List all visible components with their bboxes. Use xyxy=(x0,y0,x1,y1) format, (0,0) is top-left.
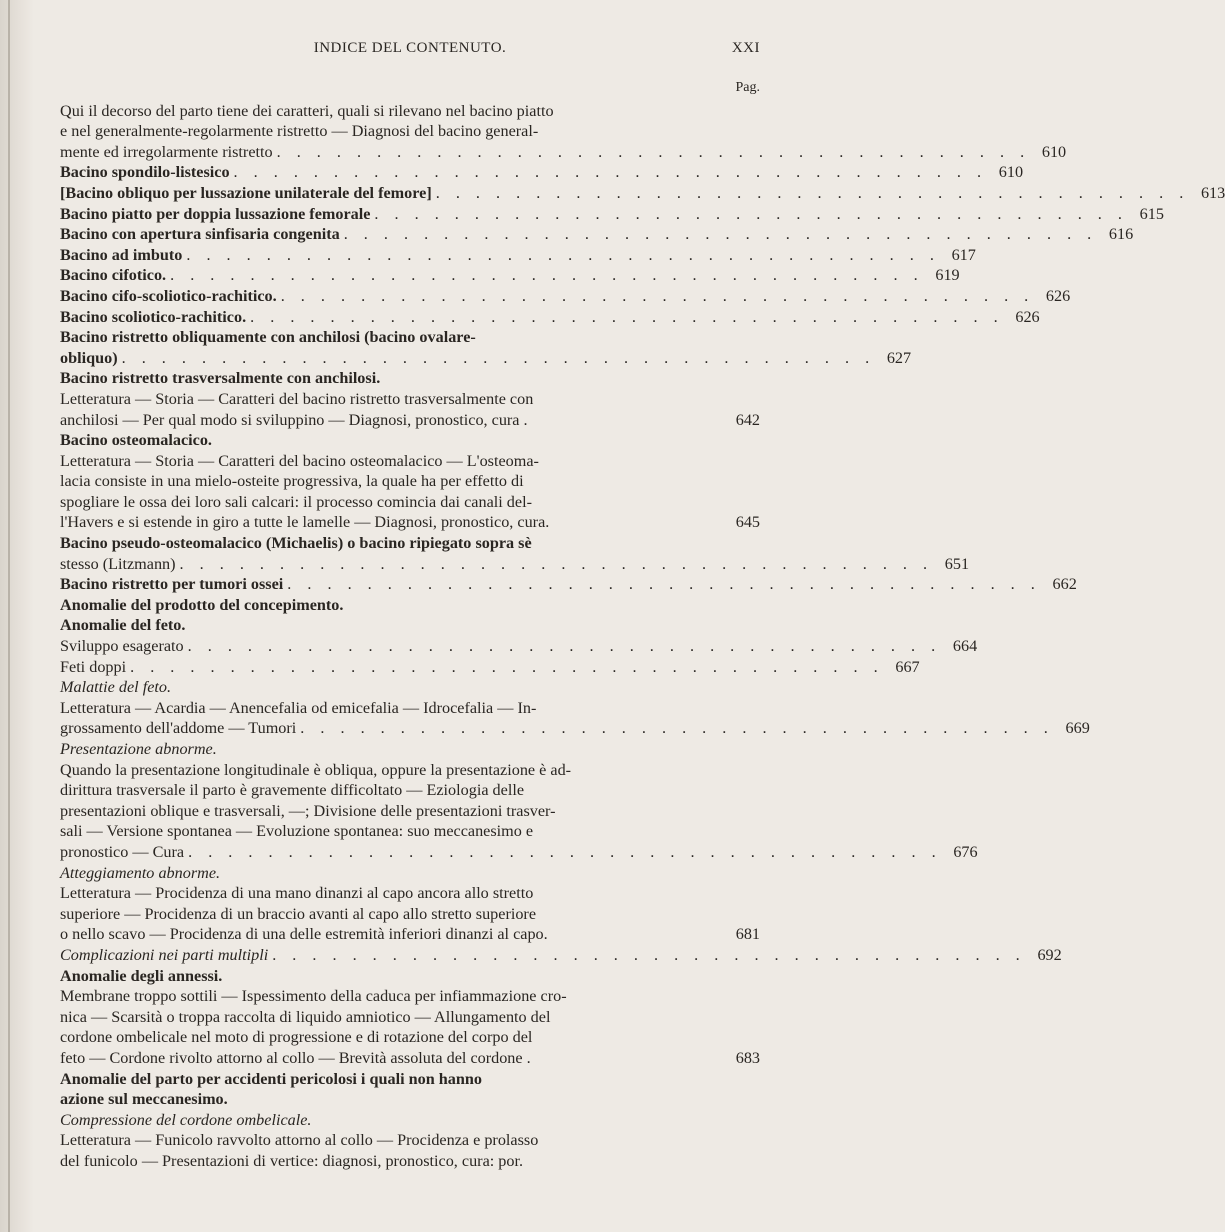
entry-text: anchilosi — Per qual modo si sviluppino — Diagnosi, pronostico, cura . xyxy=(60,410,528,429)
toc-block xyxy=(60,451,760,533)
entry-title: Sviluppo esagerato xyxy=(60,637,184,656)
leader-dots: . . . . . . . . . . . . . . . . . . . . . . . . . . . . . . . . . . . . . . xyxy=(343,225,1098,244)
leader-dots: . . . . . . . . . . . . . . . . . . . . . . . . . . . . . . . . . . . . . . xyxy=(276,142,1031,161)
block-line: Letteratura — Storia — Caratteri del bacino osteomalacico — L'osteoma- xyxy=(60,451,539,470)
page-number: 626 xyxy=(1015,307,1040,326)
block-line: Quando la presentazione longitudinale è obliqua, oppure la presentazione è ad- xyxy=(60,760,572,779)
toc-block xyxy=(60,327,912,368)
leader-dots: . . . . . . . . . . . . . . . . . . . . . . . . . . . . . . . . . . . . . . xyxy=(250,307,1004,326)
table-of-contents xyxy=(60,78,1225,1171)
entry-text: feto — Cordone rivolto attorno al collo — Brevità assoluta del cordone . xyxy=(60,1048,531,1067)
toc-block xyxy=(60,698,1090,739)
toc-entry xyxy=(60,245,976,266)
leader-dots: . . . . . . . . . . . . . . . . . . . . . . . . . . . . . . . . . . . . . . xyxy=(170,266,924,285)
toc-entry xyxy=(60,265,960,286)
leader-dots: . . . . . . . . . . . . . . . . . . . . . . . . . . . . . . . . . . . . . . xyxy=(435,183,1190,202)
block-line xyxy=(60,142,1067,163)
block-line xyxy=(60,410,760,431)
entry-title: Bacino scoliotico-rachitico. xyxy=(60,307,247,326)
toc-block xyxy=(60,389,760,430)
page-number: 616 xyxy=(1108,225,1134,244)
page-number: 667 xyxy=(895,657,920,676)
block-line: e nel generalmente-regolarmente ristretto — Diagnosi del bacino general- xyxy=(60,122,539,141)
leader-dots: . . . . . . . . . . . . . . . . . . . . . . . . . . . . . . . . . . . . . . xyxy=(179,554,934,573)
page-number-roman: XXI xyxy=(731,40,760,56)
entry-text: o nello scavo — Procidenza di una delle estremità inferiori dinanzi al capo. xyxy=(60,925,548,944)
page-number: 617 xyxy=(951,245,976,264)
block-line: Letteratura — Acardia — Anencefalia od emicefalia — Idrocefalia — In- xyxy=(60,698,537,717)
leader-dots: . . . . . . . . . . . . . . . . . . . . . . . . . . . . . . . . . . . . . . xyxy=(121,348,876,367)
page-number: 626 xyxy=(1045,286,1071,305)
section-heading: Bacino ristretto trasversalmente con anchilosi. xyxy=(60,369,381,388)
entry-text: l'Havers e si estende in giro a tutte le lamelle — Diagnosi, pronostico, cura. xyxy=(60,513,550,532)
block-line xyxy=(60,718,1090,739)
section-heading: Anomalie degli annessi. xyxy=(60,966,223,985)
toc-block xyxy=(60,101,1067,163)
toc-entry xyxy=(60,945,1062,966)
toc-entry xyxy=(60,162,1024,183)
block-line: cordone ombelicale nel moto di progressione e di rotazione del corpo del xyxy=(60,1028,533,1047)
block-line xyxy=(60,348,912,369)
page-number: 669 xyxy=(1065,719,1090,738)
block-line: Bacino ristretto obliquamente con anchilosi (bacino ovalare- xyxy=(60,328,476,347)
toc-block xyxy=(60,533,970,574)
block-line xyxy=(60,924,760,945)
heading-line: Anomalie del parto per accidenti pericolosi i quali non hanno xyxy=(60,1069,482,1088)
leader-dots: . . . . . . . . . . . . . . . . . . . . . . . . . . . . . . . . . . . . . . xyxy=(272,945,1026,964)
entry-title: mente ed irregolarmente ristretto xyxy=(60,142,273,161)
toc-entry xyxy=(60,286,1071,307)
toc-entry xyxy=(60,307,1040,328)
page-number: 681 xyxy=(735,925,760,944)
heading-line: azione sul meccanesimo. xyxy=(60,1090,228,1109)
entry-title: pronostico — Cura xyxy=(60,842,185,861)
toc-block xyxy=(60,1130,760,1171)
block-line xyxy=(60,842,978,863)
subsection-heading: Malattie del feto. xyxy=(60,678,172,697)
page-number: 664 xyxy=(952,637,978,656)
section-heading xyxy=(60,1069,760,1110)
toc-block xyxy=(60,760,978,863)
toc-entry xyxy=(60,636,978,657)
subsection-heading: Compressione del cordone ombelicale. xyxy=(60,1110,312,1129)
page-number: 692 xyxy=(1037,945,1062,964)
toc-block xyxy=(60,883,760,945)
entry-title: Bacino con apertura sinfisaria congenita xyxy=(60,225,340,244)
section-heading: Bacino osteomalacico. xyxy=(60,431,212,450)
page-number: 613 xyxy=(1200,183,1225,202)
block-line: Letteratura — Storia — Caratteri del bacino ristretto trasversalmente con xyxy=(60,389,534,408)
page-number: 645 xyxy=(735,513,760,532)
block-line: dirittura trasversale il parto è gravemente difficoltato — Eziologia delle xyxy=(60,781,525,800)
section-heading: Anomalie del feto. xyxy=(60,616,186,635)
binding-line xyxy=(8,0,10,1232)
block-line: nica — Scarsità o troppa raccolta di liquido amniotico — Allungamento del xyxy=(60,1007,551,1026)
entry-title: grossamento dell'addome — Tumori xyxy=(60,719,297,738)
leader-dots: . . . . . . . . . . . . . . . . . . . . . . . . . . . . . . . . . . . . . . xyxy=(300,719,1054,738)
block-line: Qui il decorso del parto tiene dei caratteri, quali si rilevano nel bacino piatto xyxy=(60,101,554,120)
entry-title: Bacino cifo-scoliotico-rachitico. xyxy=(60,286,277,305)
toc-entry xyxy=(60,657,920,678)
entry-title: Complicazioni nei parti multipli xyxy=(60,945,269,964)
entry-title: Bacino spondilo-listesico xyxy=(60,163,230,182)
page-header xyxy=(60,40,760,64)
page-number: 610 xyxy=(1041,142,1067,161)
block-line: sali — Versione spontanea — Evoluzione spontanea: suo meccanesimo e xyxy=(60,822,534,841)
leader-dots: . . . . . . . . . . . . . . . . . . . . . . . . . . . . . . . . . . . . . . xyxy=(287,575,1041,594)
toc-entry xyxy=(60,204,1164,225)
running-title: INDICE DEL CONTENUTO. xyxy=(313,40,507,56)
subsection-heading: Atteggiamento abnorme. xyxy=(60,863,221,882)
block-line: Membrane troppo sottili — Ispessimento della caduca per infiammazione cro- xyxy=(60,987,567,1006)
block-line: Letteratura — Procidenza di una mano dinanzi al capo ancora allo stretto xyxy=(60,884,534,903)
entry-title: Bacino cifotico. xyxy=(60,266,167,285)
leader-dots: . . . . . . . . . . . . . . . . . . . . . . . . . . . . . . . . . . . . . . xyxy=(280,286,1035,305)
block-line: lacia consiste in una mielo-osteite progressiva, la quale ha per effetto di xyxy=(60,472,524,491)
leader-dots: . . . . . . . . . . . . . . . . . . . . . . . . . . . . . . . . . . . . . . xyxy=(188,842,942,861)
block-line: spogliare le ossa dei loro sali calcari: il processo comincia dai canali del- xyxy=(60,492,532,511)
entry-title: Feti doppi xyxy=(60,657,127,676)
block-line: del funicolo — Presentazioni di vertice: diagnosi, pronostico, cura: por. xyxy=(60,1151,524,1170)
toc-entry xyxy=(60,183,1225,204)
pag-label: Pag. xyxy=(735,80,760,95)
block-line: Letteratura — Funicolo ravvolto attorno al collo — Procidenza e prolasso xyxy=(60,1131,539,1150)
block-line xyxy=(60,1048,760,1069)
block-line xyxy=(60,554,970,575)
leader-dots: . . . . . . . . . . . . . . . . . . . . . . . . . . . . . . . . . . . . . . xyxy=(374,204,1128,223)
entry-title: obliquo) xyxy=(60,348,118,367)
block-line xyxy=(60,512,760,533)
toc-entry xyxy=(60,574,1077,595)
page-number: 651 xyxy=(944,554,970,573)
block-line: Bacino pseudo-osteomalacico (Michaelis) o bacino ripiegato sopra sè xyxy=(60,534,532,553)
block-line: superiore — Procidenza di un braccio avanti al capo allo stretto superiore xyxy=(60,904,537,923)
leader-dots: . . . . . . . . . . . . . . . . . . . . . . . . . . . . . . . . . . . . . . xyxy=(186,245,940,264)
entry-title: [Bacino obliquo per lussazione unilaterale del femore] xyxy=(60,183,432,202)
page-number: 615 xyxy=(1139,204,1164,223)
section-heading: Anomalie del prodotto del concepimento. xyxy=(60,595,344,614)
leader-dots: . . . . . . . . . . . . . . . . . . . . . . . . . . . . . . . . . . . . . . xyxy=(233,163,988,182)
block-line: presentazioni oblique e trasversali, —; Divisione delle presentazioni trasver- xyxy=(60,801,556,820)
entry-title: Bacino ristretto per tumori ossei xyxy=(60,575,284,594)
page-number: 676 xyxy=(953,842,978,861)
toc-entry xyxy=(60,224,1134,245)
page-number: 619 xyxy=(935,266,960,285)
entry-title: Bacino ad imbuto xyxy=(60,245,183,264)
page-number: 627 xyxy=(886,348,912,367)
entry-title: Bacino piatto per doppia lussazione femorale xyxy=(60,204,371,223)
subsection-heading: Presentazione abnorme. xyxy=(60,740,217,758)
toc-block xyxy=(60,986,760,1068)
page-number: 662 xyxy=(1052,575,1077,594)
leader-dots: . . . . . . . . . . . . . . . . . . . . . . . . . . . . . . . . . . . . . . xyxy=(130,657,884,676)
book-spine-shadow xyxy=(0,0,34,1232)
entry-title: stesso (Litzmann) xyxy=(60,554,176,573)
leader-dots: . . . . . . . . . . . . . . . . . . . . . . . . . . . . . . . . . . . . . . xyxy=(187,637,942,656)
page-number: 642 xyxy=(735,410,760,429)
page-number: 610 xyxy=(998,163,1024,182)
page-number: 683 xyxy=(735,1048,760,1067)
